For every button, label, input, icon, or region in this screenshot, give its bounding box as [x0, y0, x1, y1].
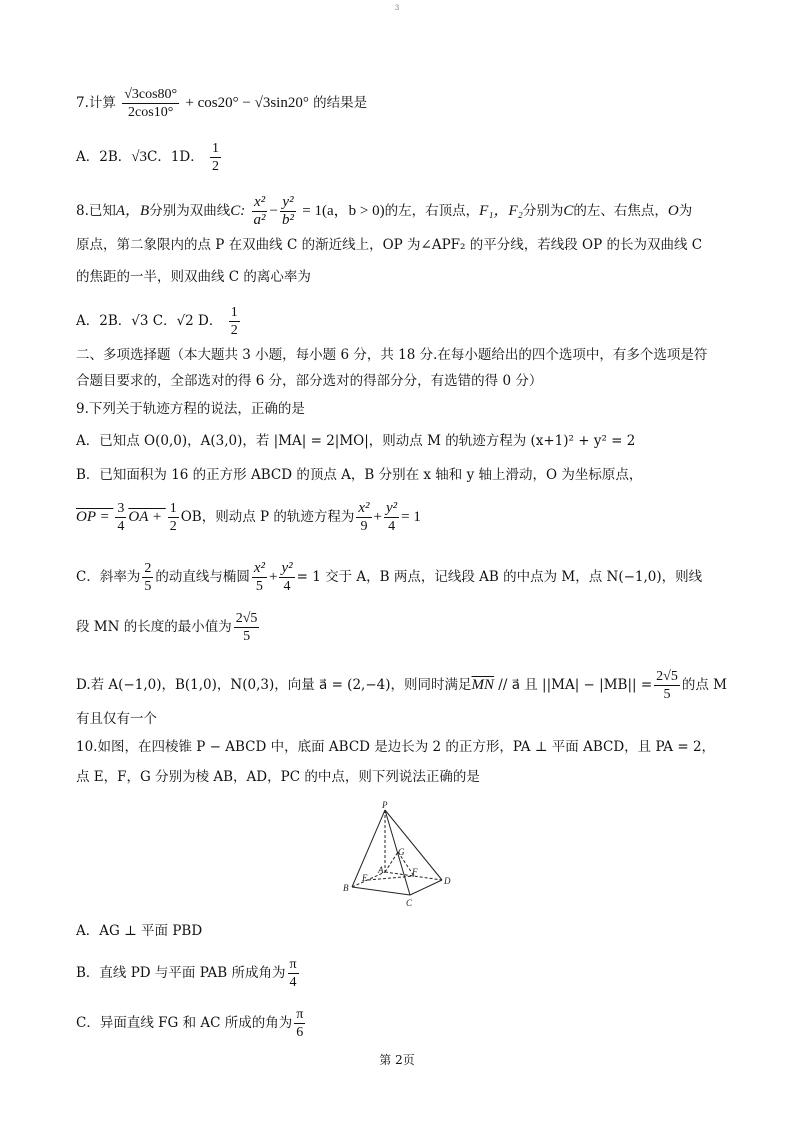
- q9-option-c-line2: 段 MN 的长度的最小值为 $\frac{2√5}{5}$: [76, 611, 258, 644]
- label-f: F: [412, 867, 418, 877]
- q8-options: A．2B．√3 C．√2 D． $\frac{1}{2}$: [76, 305, 238, 338]
- pyramid-figure: [340, 800, 460, 910]
- section2-line1: 二、多项选择题（本大题共 3 小题，每小题 6 分，共 18 分.在每小题给出的四个选项中，有多个选项是符: [76, 347, 708, 363]
- q9-stem: 9.下列关于轨迹方程的说法，正确的是: [76, 401, 305, 417]
- label-b: B: [343, 883, 349, 893]
- label-p: P: [382, 800, 388, 810]
- q9-option-a: A．已知点 O(0,0)，A(3,0)，若 |MA| = 2|MO|，则动点 M 的轨迹方程为 (x+1)² + y² = 2: [76, 433, 636, 449]
- q9-option-d-line1: D.若 A(−1,0)，B(1,0)，N(0,3)，向量 a⃗ = (2,−4)，则同时满足$\overline{MN}$ // a⃗ 且 ||MA| − |MB|| = $\frac{2√5}{5}$ 的点 M: [76, 669, 727, 702]
- q10-option-c: C．异面直线 FG 和 AC 所成的角为 $\frac{\pi}{6}$: [76, 1007, 304, 1040]
- q10-stem-line1: 10.如图，在四棱锥 P − ABCD 中，底面 ABCD 是边长为 2 的正方形，PA ⊥ 平面 ABCD，且 PA = 2，: [76, 739, 716, 755]
- page-mark: 3: [394, 4, 400, 12]
- q10-option-a: A．AG ⊥ 平面 PBD: [76, 923, 203, 939]
- q8-stem-line2: 原点，第二象限内的点 P 在双曲线 C 的渐近线上，OP 为∠APF₂ 的平分线，若线段 OP 的长为双曲线 C: [76, 237, 703, 253]
- q9-option-b-line1: B．已知面积为 16 的正方形 ABCD 的顶点 A，B 分别在 x 轴和 y 轴上滑动，O 为坐标原点，: [76, 467, 643, 483]
- label-g: G: [398, 847, 405, 857]
- q8-stem-line3: 的焦距的一半，则双曲线 C 的离心率为: [76, 269, 311, 285]
- q9-option-c-line1: C．斜率为 $\frac{2}{5}$ 的动直线与椭圆 $\frac{\text{x²}}{5}$ + $\frac{\text{y²}}{4}$ = 1 交于 A，B 两点，记线段 AB 的中点为 M，点 N(−1,0)，则线: [76, 560, 703, 594]
- q10-stem-line2: 点 E，F，G 分别为棱 AB，AD，PC 的中点，则下列说法正确的是: [76, 769, 480, 785]
- label-e: E: [362, 873, 368, 883]
- page-footer: 第 2页: [379, 1053, 415, 1067]
- q9-option-b-line2: OP = $\frac{3}{4}$ OA + $\frac{1}{2}$ OB，则动点 P 的轨迹方程为 $\frac{\text{x²}}{9}$ + $\frac{\text{y²}}{4}$ = 1: [76, 500, 421, 534]
- section2-line2: 合题目要求的，全部选对的得 6 分，部分选对的得部分分，有选错的得 0 分）: [76, 373, 543, 389]
- q10-option-b: B．直线 PD 与平面 PAB 所成角为 $\frac{\pi}{4}$: [76, 957, 297, 990]
- q7-stem: 7.计算 $\frac{√3\cos 80^\circ}{2\cos 10^\circ}$ + cos20° − √3sin20° 的结果是: [76, 87, 368, 120]
- label-a: A: [378, 865, 384, 875]
- q7-options: A．2B．√3C．1D． $\frac{1}{2}$: [76, 141, 220, 174]
- label-c: C: [406, 898, 413, 908]
- q8-stem-line1: 8.已知A，B分别为双曲线C: $\frac{\text{x²}}{\text{a²}}$ − $\frac{\text{y²}}{\text{b²}}$ = 1(a，b > 0)的左，右顶点，F₁，F₂分别为C的左、右焦点，O为: [76, 194, 693, 228]
- q9-option-d-line2: 有且仅有一个: [76, 711, 157, 727]
- label-d: D: [444, 876, 451, 886]
- q7-fraction: $\frac{√3\cos 80^\circ}{2\cos 10^\circ}$: [124, 87, 178, 120]
